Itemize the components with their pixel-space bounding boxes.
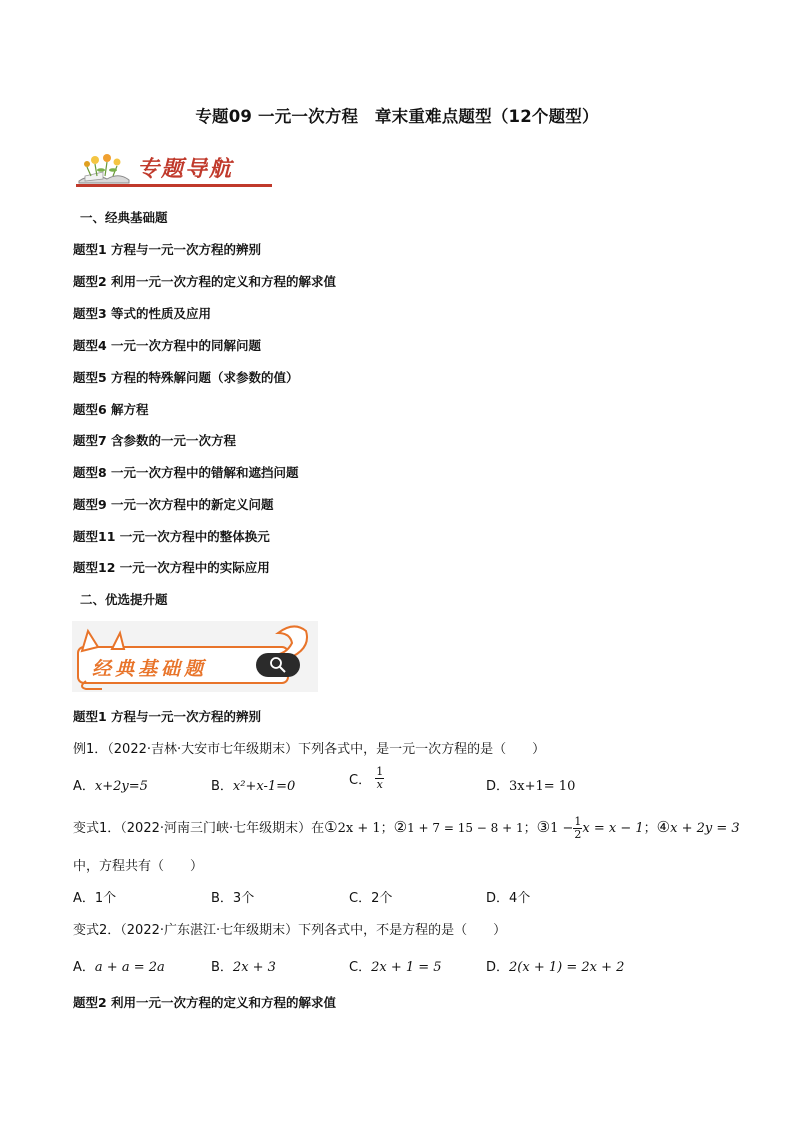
section-heading-basic: 一、经典基础题 xyxy=(80,210,168,225)
example1-option-a[interactable]: A．x+2y=5 xyxy=(73,779,148,794)
nav-banner xyxy=(73,148,273,190)
nav-item-12[interactable]: 题型12 一元一次方程中的实际应用 xyxy=(73,560,270,575)
example1-stem: 例1．（2022·吉林·大安市七年级期末）下列各式中，是一元一次方程的是（ ） xyxy=(73,742,546,757)
nav-item-8[interactable]: 题型8 一元一次方程中的错解和遮挡问题 xyxy=(73,465,299,480)
variant2-option-b[interactable]: B．2x + 3 xyxy=(211,960,276,975)
nav-item-9[interactable]: 题型9 一元一次方程中的新定义问题 xyxy=(73,497,274,512)
fraction: $\frac{1}{2}$ xyxy=(574,815,582,841)
variant1-option-d[interactable]: D．4个 xyxy=(486,891,531,906)
variant1-stem-line2: 中，方程共有（ ） xyxy=(73,859,204,874)
variant2-option-a[interactable]: A．a + a = 2a xyxy=(73,960,165,975)
classic-banner xyxy=(72,621,318,692)
nav-item-2[interactable]: 题型2 利用一元一次方程的定义和方程的解求值 xyxy=(73,274,337,289)
nav-banner-label: 专题导航 xyxy=(137,156,234,182)
nav-item-5[interactable]: 题型5 方程的特殊解问题（求参数的值） xyxy=(73,370,299,385)
section-heading-advanced: 二、优选提升题 xyxy=(80,592,168,607)
nav-item-1[interactable]: 题型1 方程与一元一次方程的辨别 xyxy=(73,242,262,257)
type1-heading: 题型1 方程与一元一次方程的辨别 xyxy=(73,709,262,724)
page-title: 专题09 一元一次方程 章末重难点题型（12个题型） xyxy=(195,107,599,126)
nav-item-4[interactable]: 题型4 一元一次方程中的同解问题 xyxy=(73,338,262,353)
classic-banner-label: 经典基础题 xyxy=(92,658,208,680)
nav-item-11[interactable]: 题型11 一元一次方程中的整体换元 xyxy=(73,529,270,544)
variant2-option-d[interactable]: D．2(x + 1) = 2x + 2 xyxy=(486,960,625,975)
nav-item-6[interactable]: 题型6 解方程 xyxy=(73,402,149,417)
nav-item-3[interactable]: 题型3 等式的性质及应用 xyxy=(73,306,212,321)
example1-option-b[interactable]: B．x²+x-1=0 xyxy=(211,779,296,794)
variant1-option-b[interactable]: B．3个 xyxy=(211,891,255,906)
variant1-option-c[interactable]: C．2个 xyxy=(349,891,393,906)
fraction: $\frac{1}{x}$ xyxy=(376,765,384,791)
example1-option-d[interactable]: D．3x+1= 10 xyxy=(486,779,576,794)
variant2-option-c[interactable]: C．2x + 1 = 5 xyxy=(349,960,442,975)
variant1-option-a[interactable]: A．1个 xyxy=(73,891,117,906)
type2-heading: 题型2 利用一元一次方程的定义和方程的解求值 xyxy=(73,995,337,1010)
variant2-stem: 变式2．（2022·广东湛江·七年级期末）下列各式中，不是方程的是（ ） xyxy=(73,923,507,938)
example1-option-c[interactable]: C． $\frac{1}{x}$ xyxy=(349,765,384,791)
variant1-stem: 变式1．（2022·河南三门峡·七年级期末）在①2x + 1；②1 + 7 = 15 − 8 + 1；③1 − $\frac{1}{2}$ x = x − 1；④x + 2y = 3 xyxy=(73,815,740,841)
nav-item-7[interactable]: 题型7 含参数的一元一次方程 xyxy=(73,433,237,448)
